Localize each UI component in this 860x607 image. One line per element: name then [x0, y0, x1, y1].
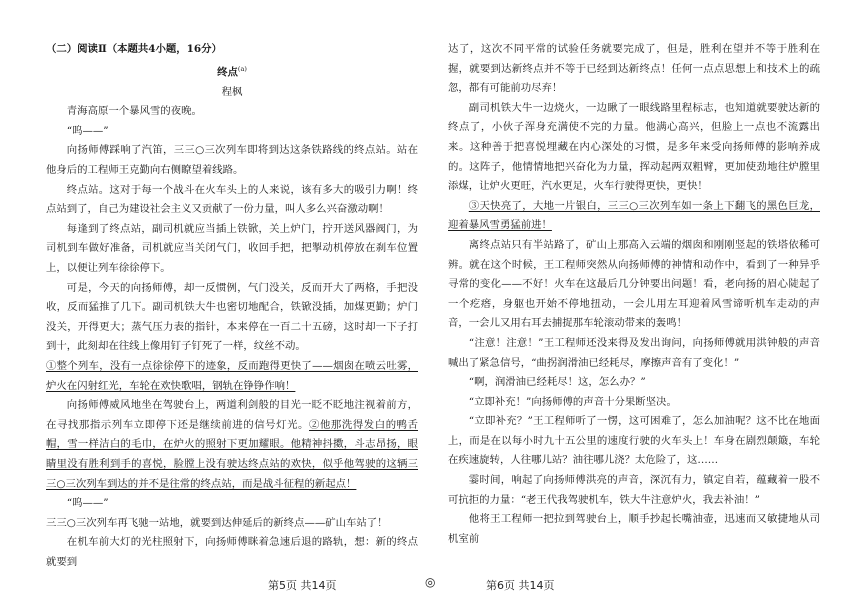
paragraph: 青海高原一个暴风雪的夜晚。	[66, 105, 202, 118]
paragraph: 副司机铁大牛一边烧火，一边瞅了一眼线路里程标志，也知道就要驶达新的终点了，小伙子浑身充满使不完的力量。他满心高兴，但脸上一点也不流露出来。这种善于把喜悦埋藏在内心深处的习惯，是多年来受向扬师傅的影响养成的。这阵子，他情情地把兴奋化为力量，挥动起两双粗臂，更加使劲地往炉膛里添煤，让炉火更旺，汽水更足，火车行驶得更快，更快！	[448, 101, 820, 193]
paragraph: 达了，这次不同平常的试验任务就要完成了，但是，胜利在望并不等于胜利在握，就要到达新终点并不等于已经到达新终点！任何一点点思想上和技术上的疏忽，都有可能前功尽弃！	[448, 43, 820, 95]
page-number-right: 第6页 共14页	[486, 579, 555, 592]
paragraph	[46, 396, 418, 494]
underlined-text: ③天快亮了，大地一片银白，三三○三次列车如一条上下翻飞的黑色巨龙，迎着暴风雪勇猛前进！	[448, 199, 820, 232]
paragraph: 在机车前大灯的光柱照射下，向扬师傅眯着急速后退的路轨，想：新的终点就要到	[46, 536, 418, 568]
paragraph: “呜——”	[66, 124, 109, 137]
paragraph: 可是，今天的向扬师傅，却一反惯例，气门没关，反而开大了两格，手把没收，反而猛推了几下。副司机铁大牛也密切地配合，铁锨没插，加煤更勤；炉门没关，开得更大；蒸气压力表的指针，本来停在一百二十五磅，这时却一下子打到十，此刻却在往线上像用钉子钉死了一样，纹丝不动。	[46, 281, 418, 353]
paragraph: “立即补充？”王工程师听了一愣，这可困难了，怎么加油呢？这不比在地面上，而是在以每小时九十五公里的速度行驶的火车头上！车身在剧烈颠簸，车轮在疾速旋转，人往哪儿站？油往哪儿浇？太危险了，这……	[448, 415, 820, 467]
paragraph: 他将王工程师一把拉到驾驶台上，顺手抄起长嘴油壶，迅速而又敏捷地从司机室前	[448, 513, 820, 545]
paragraph-text: 向扬师傅威风地坐在驾驶台上，两道利剑般的目光一眨不眨地注视着前方，在寻找那指示列车立即停下还是继续前进的信号灯光。	[46, 399, 418, 431]
page-number-left: 第5页 共14页	[268, 579, 337, 592]
left-column	[46, 40, 418, 573]
paragraph: 霎时间，响起了向扬师傅洪亮的声音，深沉有力，镇定自若，蕴藏着一股不可抗拒的力量：“老王代我驾驶机车，铁大牛注意炉火，我去补油！”	[448, 474, 820, 506]
article-title-text: 终点	[217, 66, 238, 79]
underlined-sentence-2-cont: 在炉火的照射下更加耀眼。他精神抖擞，斗志昂扬，眼睛里没有胜利到手的喜悦，脸膛上没有驶达终点站的欢快，似乎他驾驶的这辆三三○三次列车到达的并不是往常的终点站，而是战斗征程的新起点！	[46, 438, 419, 490]
paragraph: “注意！注意！”王工程师还没来得及发出询问，向扬师傅就用洪钟般的声音喊出了紧急信号，“曲拐润滑油已经耗尽，摩擦声音有了变化！”	[448, 336, 820, 369]
article-title	[46, 60, 418, 83]
paragraph: 每逢到了终点站，副司机就应当插上铁锨，关上炉门，拧开送风器阀门，为司机到车做好准备，司机就应当关闭气门，收回手把，把掣动机停放在刹车位置上，以便让列车徐徐停下。	[46, 222, 418, 274]
underlined-sentence-2: ②他那洗得发白的鸭舌帽，雪一样洁白的毛巾，	[46, 418, 419, 451]
paragraph: “啊，润滑油已经耗尽！这，怎么办？”	[468, 376, 646, 389]
paragraph: 终点站。这对于每一个战斗在火车头上的人来说，该有多大的吸引力啊！终点站到了，自己为建设社会主义又贡献了一份力量，叫人多么兴奋激动啊！	[46, 183, 418, 216]
binding-mark: ◎	[425, 575, 436, 589]
title-footnote-mark: (a)	[237, 64, 247, 73]
underlined-sentence-1	[46, 357, 418, 396]
underlined-text: ①整个列车，没有一点徐徐停下的迹象，反而跑得更快了——烟囱在喷云吐雾，炉火在闪射红光，车轮在欢快歌唱，钢轨在铮铮作响！	[46, 359, 418, 392]
article-author: 程枫	[221, 85, 243, 98]
paragraph: 离终点站只有半站路了，矿山上那高入云端的烟囱和刚刚竖起的铁塔依稀可辨。就在这个时候，王工程师突然从向扬师傅的神情和动作中，看到了一种异乎寻常的变化——不好！火车在这最后几分钟要出问题！看，老向扬的眉心陡起了一个疙瘩，身躯也开始不停地扭动，一会儿用左耳迎着风雪谛听机车走动的声音，一会儿又用右耳去捕捉那车轮滚动带来的轰鸣！	[448, 238, 820, 330]
paragraph: “呜——”	[66, 497, 109, 510]
paragraph: 三三○三次列车再飞驰一站地，就要到达伸延后的新终点——矿山车站了！	[46, 516, 388, 529]
paragraph: “立即补充！”向扬师傅的声音十分果断坚决。	[468, 395, 677, 408]
right-column	[448, 40, 820, 549]
underlined-sentence-3	[448, 197, 820, 236]
section-heading: （二）阅读Ⅱ（本题共4小题，16分）	[46, 43, 222, 55]
paragraph: 向扬师傅踩响了汽笛，三三○三次列车即将到达这条铁路线的终点站。站在他身后的工程师王克勤向右侧瞭望着线路。	[46, 144, 418, 177]
